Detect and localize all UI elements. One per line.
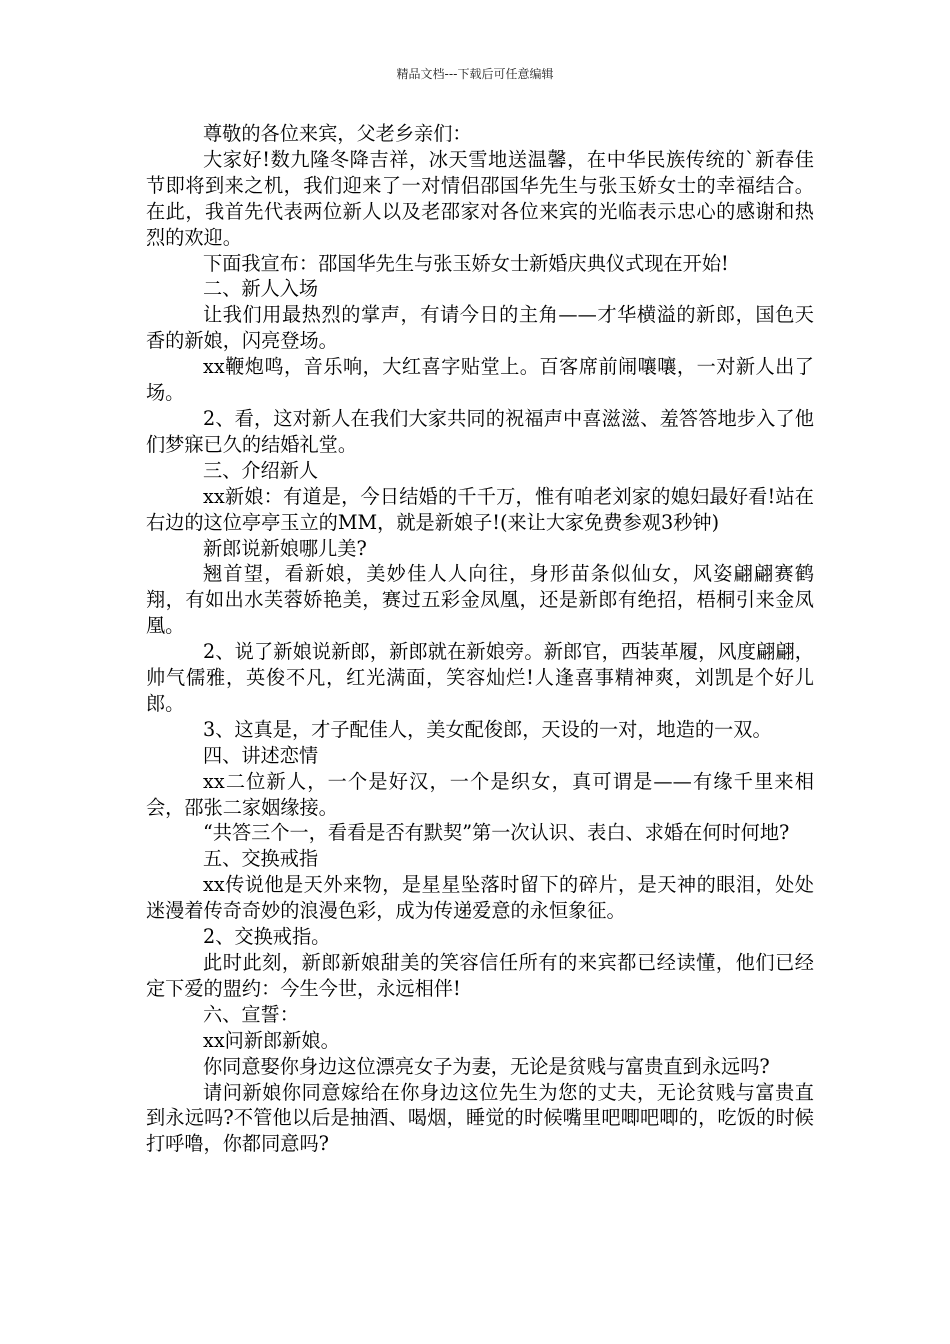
document-body (146, 121, 814, 1157)
paragraph-announcement: 下面我宣布：邵国华先生与张玉娇女士新婚庆典仪式现在开始! (203, 251, 729, 275)
paragraph: 2、看，这对新人在我们大家共同的祝福声中喜滋滋、羞答答地步入了他们梦寐已久的结婚礼堂。 (146, 406, 814, 456)
section-heading-vows: 六、宣誓： (203, 1002, 299, 1026)
paragraph: 2、交换戒指。 (203, 925, 331, 949)
paragraph: 请问新娘你同意嫁给在你身边这位先生为您的丈夫，无论贫贱与富贵直到永远吗?不管他以后是抽酒、喝烟，睡觉的时候嘴里吧唧吧唧的，吃饭的时候打呼噜，你都同意吗? (146, 1080, 814, 1156)
section-heading-rings: 五、交换戒指 (203, 847, 319, 871)
paragraph: 让我们用最热烈的掌声，有请今日的主角——才华横溢的新郎，国色天香的新娘，闪亮登场。 (146, 303, 814, 353)
paragraph-salutation: 尊敬的各位来宾，父老乡亲们： (203, 122, 472, 145)
paragraph: 2、说了新娘说新郎，新郎就在新娘旁。新郎官，西装革履，风度翩翩，帅气儒雅，英俊不凡，红光满面，笑容灿烂!人逢喜事精神爽，刘凯是个好儿郎。 (146, 640, 814, 715)
section-heading-love-story: 四、讲述恋情 (203, 743, 319, 767)
section-heading-entrance: 二、新人入场 (203, 277, 319, 301)
page-header-watermark: 精品文档---下载后可任意编辑 (396, 67, 554, 81)
paragraph-welcome: 大家好!数九隆冬降吉祥，冰天雪地送温馨，在中华民族传统的`新春佳节即将到来之机，我们迎来了一对情侣邵国华先生与张玉娇女士的幸福结合。在此，我首先代表两位新人以及老邵家对各位来宾的光临表示忠心的感谢和热烈的欢迎。 (146, 147, 814, 249)
paragraph: 翘首望，看新娘，美妙佳人人向往，身形苗条似仙女，风姿翩翩赛鹤翔，有如出水芙蓉娇艳美，赛过五彩金凤凰，还是新郎有绝招，梧桐引来金凤凰。 (146, 562, 814, 638)
paragraph: xx鞭炮鸣，音乐响，大红喜字贴堂上。百客席前闹嚷嚷，一对新人出了场。 (146, 355, 814, 405)
paragraph: xx问新郎新娘。 (203, 1028, 340, 1052)
paragraph: xx传说他是天外来物，是星星坠落时留下的碎片，是天神的眼泪，处处迷漫着传奇奇妙的浪漫色彩，成为传递爱意的永恒象征。 (146, 873, 814, 923)
paragraph: 此时此刻，新郎新娘甜美的笑容信任所有的来宾都已经读懂，他们已经定下爱的盟约：今生今世，永远相伴! (146, 951, 814, 1000)
paragraph: xx二位新人，一个是好汉，一个是织女，真可谓是——有缘千里来相会，邵张二家姻缘接。 (146, 769, 814, 819)
section-heading-introduction: 三、介绍新人 (203, 458, 319, 482)
paragraph: xx新娘：有道是，今日结婚的千千万，惟有咱老刘家的媳妇最好看!站在右边的这位亭亭玉立的MM，就是新娘子!(来让大家免费参观3秒钟) (146, 484, 814, 534)
paragraph: 你同意娶你身边这位漂亮女子为妻，无论是贫贱与富贵直到永远吗? (203, 1054, 770, 1078)
paragraph: 3、这真是，才子配佳人，美女配俊郎，天设的一对，地造的一双。 (203, 717, 772, 741)
paragraph: 新郎说新娘哪儿美? (203, 536, 367, 560)
paragraph: “共答三个一，看看是否有默契”第一次认识、表白、求婚在何时何地? (203, 821, 790, 845)
